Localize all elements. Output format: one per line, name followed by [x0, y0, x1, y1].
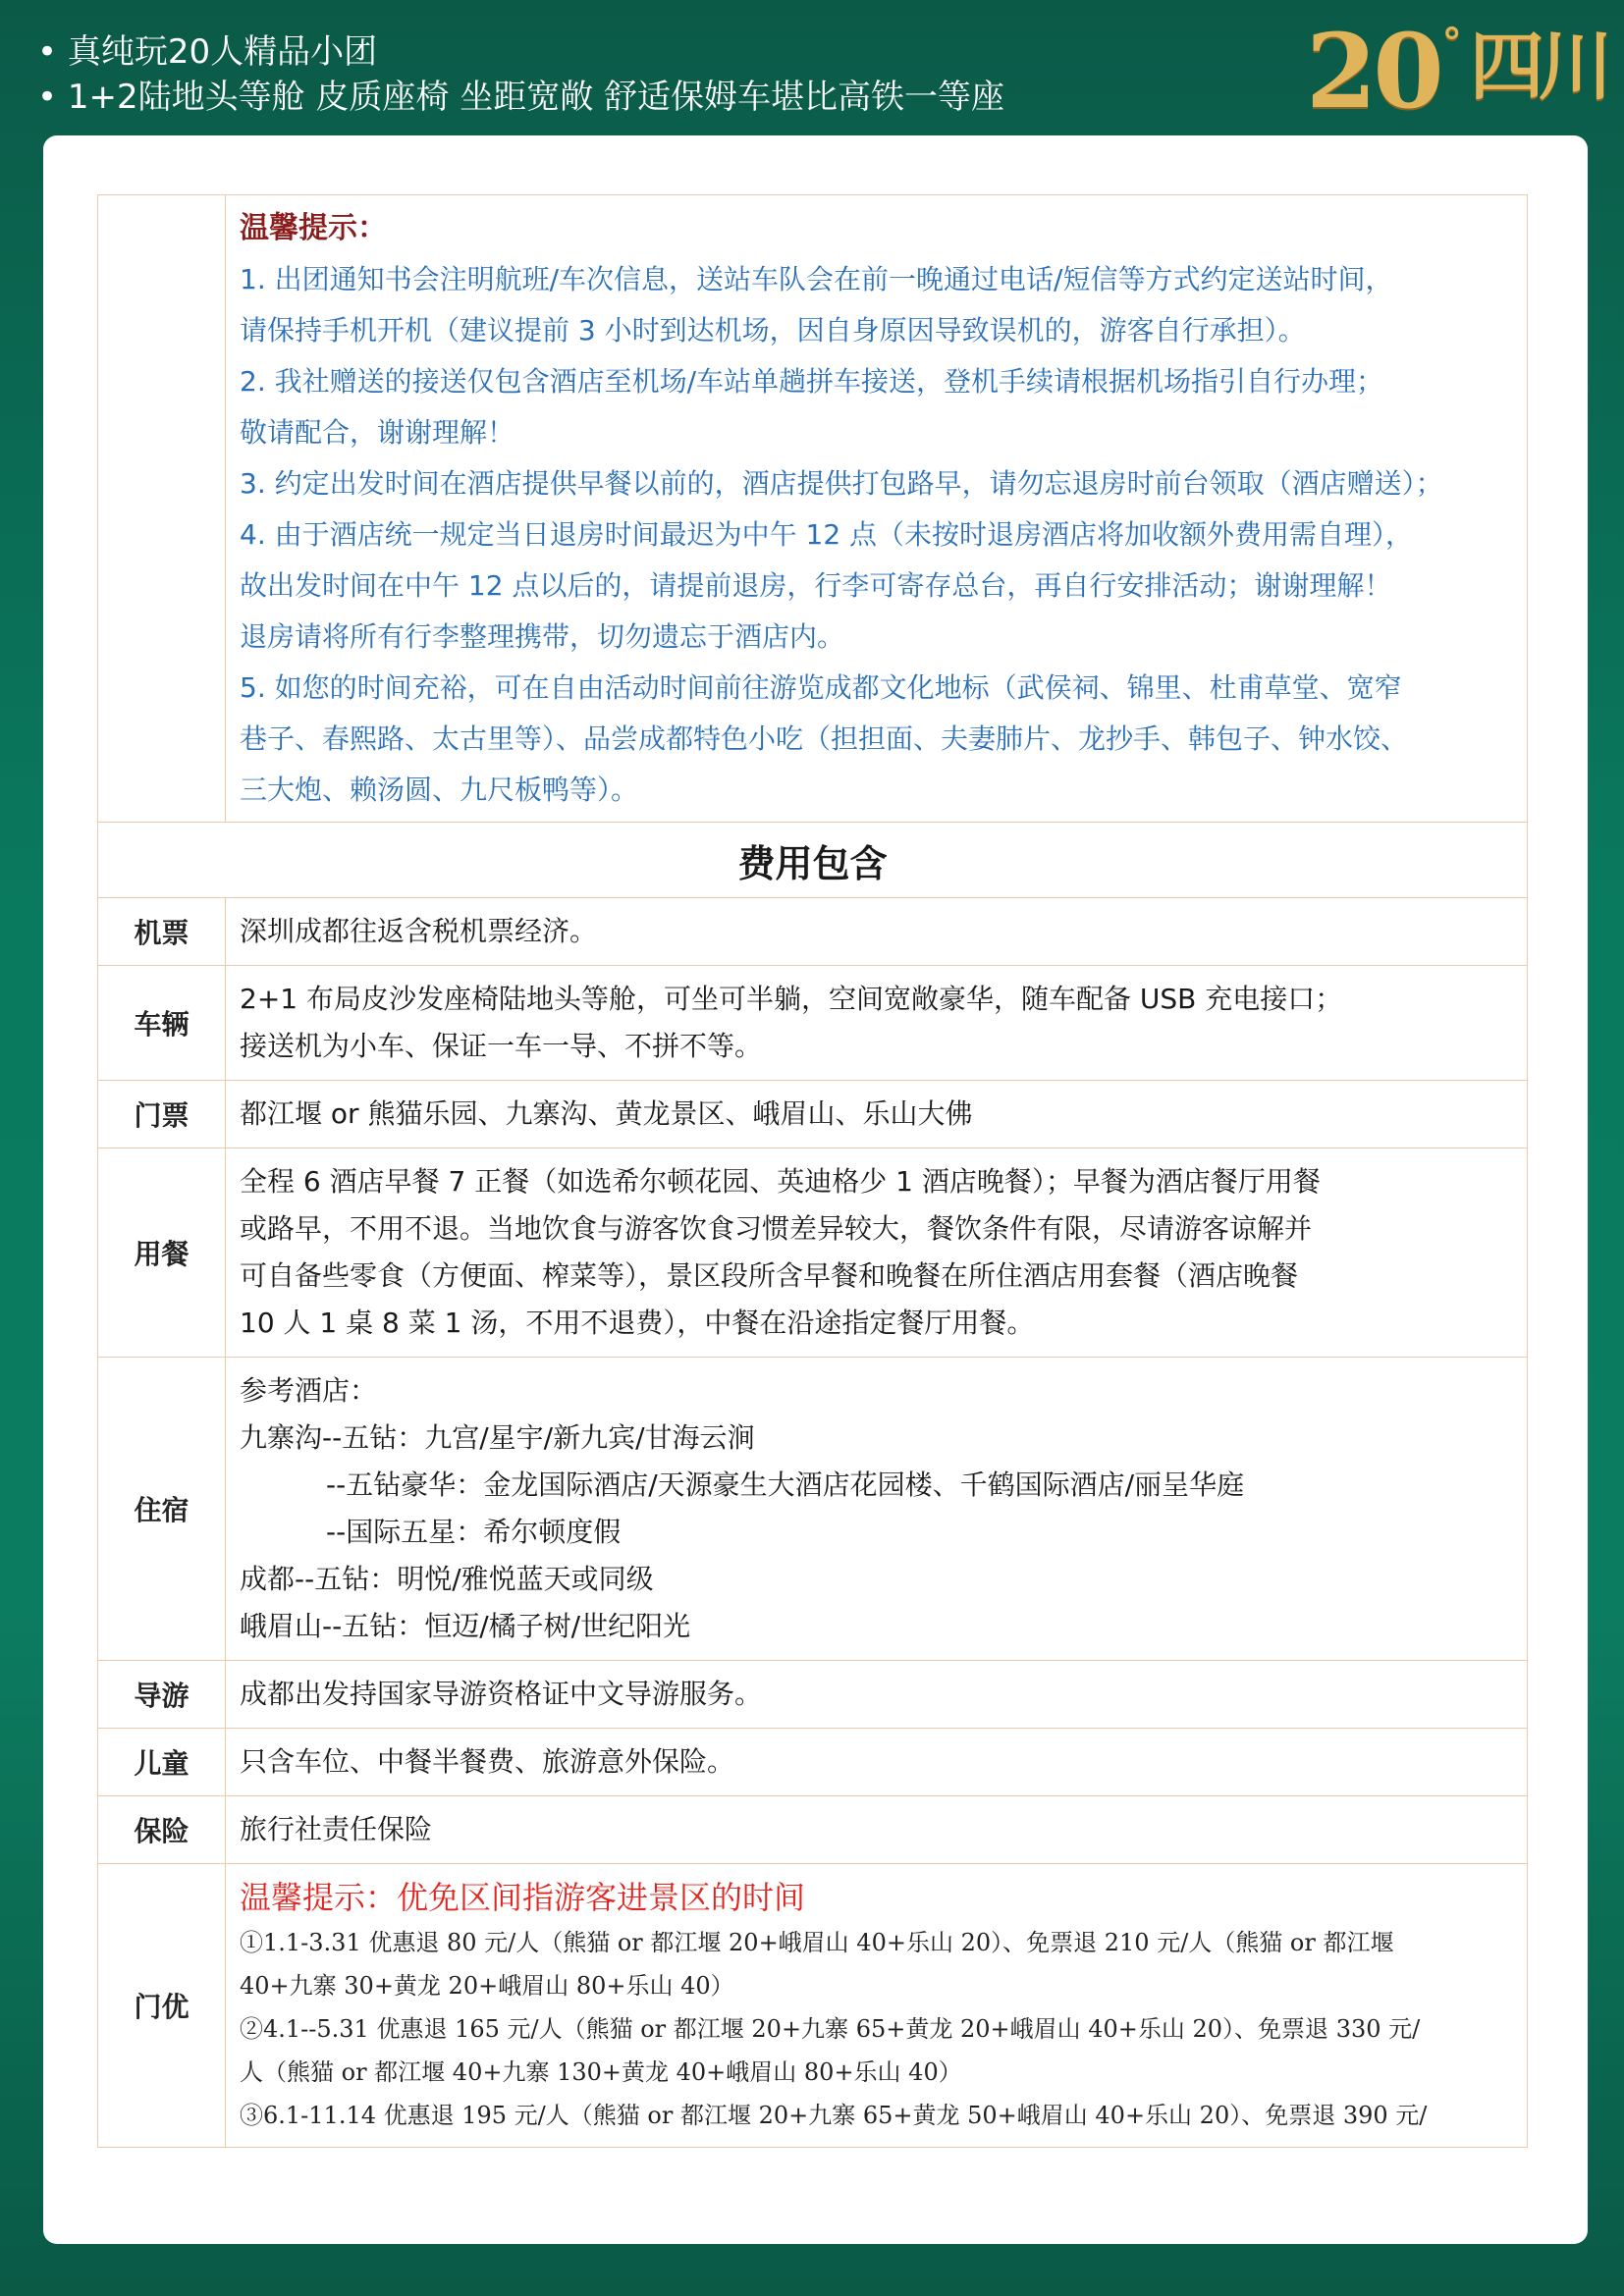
fee-value — [226, 1796, 1528, 1864]
banner-bullet: • 真纯玩20人精品小团 — [37, 32, 378, 72]
content-card — [43, 135, 1588, 2244]
fee-row-meals — [98, 1148, 1528, 1358]
fee-value — [226, 1358, 1528, 1661]
fee-line: 只含车位、中餐半餐费、旅游意外保险。 — [240, 1745, 735, 1778]
fee-label: 车辆 — [98, 966, 226, 1081]
tip-line: 故出发时间在中午 12 点以后的，请提前退房，行李可寄存总台，再自行安排活动；谢谢理解！ — [240, 569, 1392, 602]
fee-line: ②4.1--5.31 优惠退 165 元/人（熊猫 or 都江堰 20+九寨 65+黄龙 20+峨眉山 40+乐山 20）、免票退 330 元/ — [240, 2015, 1421, 2043]
fee-line: 成都--五钻：明悦/雅悦蓝天或同级 — [240, 1563, 654, 1595]
fee-line: 都江堰 or 熊猫乐园、九寨沟、黄龙景区、峨眉山、乐山大佛 — [240, 1097, 973, 1130]
brand-logo — [1306, 11, 1607, 132]
tip-line: 请保持手机开机（建议提前 3 小时到达机场，因自身原因导致误机的，游客自行承担）。 — [240, 314, 1306, 347]
fee-line: 全程 6 酒店早餐 7 正餐（如选希尔顿花园、英迪格少 1 酒店晚餐）；早餐为酒店餐厅用餐 — [240, 1165, 1321, 1198]
fee-value — [226, 1148, 1528, 1358]
banner-bullet: • 1+2陆地头等舱 皮质座椅 坐距宽敞 舒适保姆车堪比高铁一等座 — [37, 78, 1005, 117]
itinerary-table — [97, 194, 1528, 2148]
fees-header-row — [98, 823, 1528, 898]
fee-line: 可自备些零食（方便面、榨菜等），景区段所含早餐和晚餐在所住酒店用套餐（酒店晚餐 — [240, 1259, 1299, 1292]
tip-line: 退房请将所有行李整理携带，切勿遗忘于酒店内。 — [240, 620, 845, 653]
tip-line: 三大炮、赖汤圆、九尺板鸭等）。 — [240, 774, 639, 806]
fee-line: 成都出发持国家导游资格证中文导游服务。 — [240, 1678, 763, 1710]
fee-line: 九寨沟--五钻：九宫/星宇/新九宾/甘海云涧 — [240, 1421, 755, 1454]
tip-line: 2. 我社赠送的接送仅包含酒店至机场/车站单趟拼车接送，登机手续请根据机场指引自行办理； — [240, 365, 1384, 398]
fee-label: 住宿 — [98, 1358, 226, 1661]
fee-line: 人（熊猫 or 都江堰 40+九寨 130+黄龙 40+峨眉山 80+乐山 40） — [240, 2058, 962, 2086]
fee-label: 儿童 — [98, 1729, 226, 1796]
tip-line: 巷子、春熙路、太古里等）、品尝成都特色小吃（担担面、夫妻肺片、龙抄手、韩包子、钟水饺、 — [240, 722, 1409, 755]
tip-line: 3. 约定出发时间在酒店提供早餐以前的，酒店提供打包路早，请勿忘退房时前台领取（酒店赠送）； — [240, 467, 1443, 500]
fee-label: 用餐 — [98, 1148, 226, 1358]
tips-row — [98, 195, 1528, 823]
fee-label: 机票 — [98, 898, 226, 966]
fee-line: 深圳成都往返含税机票经济。 — [240, 915, 598, 947]
tip-line: 5. 如您的时间充裕，可在自由活动时间前往游览成都文化地标（武侯祠、锦里、杜甫草堂、宽窄 — [240, 671, 1402, 704]
fee-value — [226, 898, 1528, 966]
fee-line: 接送机为小车、保证一车一导、不拼不等。 — [240, 1030, 763, 1062]
tip-line: 敬请配合，谢谢理解！ — [240, 416, 515, 449]
logo-number: 20 — [1306, 11, 1440, 132]
fee-line: 峨眉山--五钻：恒迈/橘子树/世纪阳光 — [240, 1610, 691, 1642]
fee-value — [226, 1729, 1528, 1796]
fee-row-children — [98, 1729, 1528, 1796]
fee-value — [226, 1864, 1528, 2148]
fee-line: ③6.1-11.14 优惠退 195 元/人（熊猫 or 都江堰 20+九寨 65+黄龙 50+峨眉山 40+乐山 20）、免票退 390 元/ — [240, 2102, 1428, 2129]
fee-label: 门票 — [98, 1081, 226, 1148]
fee-row-insurance — [98, 1796, 1528, 1864]
fee-row-discounts — [98, 1864, 1528, 2148]
tips-cell — [226, 195, 1528, 823]
fee-value — [226, 966, 1528, 1081]
tip-line: 1. 出团通知书会注明航班/车次信息，送站车队会在前一晚通过电话/短信等方式约定送站时间， — [240, 263, 1393, 295]
fee-line: 2+1 布局皮沙发座椅陆地头等舱，可坐可半躺，空间宽敞豪华，随车配备 USB 充电接口； — [240, 983, 1343, 1015]
fee-line: 或路早，不用不退。当地饮食与游客饮食习惯差异较大，餐饮条件有限，尽请游客谅解并 — [240, 1212, 1313, 1245]
logo-degree: ° — [1441, 20, 1462, 66]
fee-row-hotels — [98, 1358, 1528, 1661]
fees-header: 费用包含 — [98, 823, 1528, 898]
fee-line: 参考酒店： — [240, 1374, 378, 1407]
fee-label: 导游 — [98, 1661, 226, 1729]
tips-title: 温馨提示： — [240, 211, 387, 245]
fee-line: 10 人 1 桌 8 菜 1 汤，不用不退费），中餐在沿途指定餐厅用餐。 — [240, 1307, 1035, 1339]
fee-label: 门优 — [98, 1864, 226, 2148]
fee-row-vehicle — [98, 966, 1528, 1081]
fee-line: --国际五星：希尔顿度假 — [326, 1516, 622, 1548]
fee-line: ①1.1-3.31 优惠退 80 元/人（熊猫 or 都江堰 20+峨眉山 40+乐山 20）、免票退 210 元/人（熊猫 or 都江堰 — [240, 1929, 1394, 1956]
tips-label-cell — [98, 195, 226, 823]
fee-row-tickets — [98, 1081, 1528, 1148]
tip-line: 4. 由于酒店统一规定当日退房时间最迟为中午 12 点（未按时退房酒店将加收额外费用需自理）， — [240, 518, 1414, 551]
fee-line: 旅行社责任保险 — [240, 1813, 433, 1845]
banner-bullets — [37, 29, 1004, 120]
logo-text: 四川 — [1469, 23, 1607, 110]
fee-value — [226, 1081, 1528, 1148]
fee-line: --五钻豪华：金龙国际酒店/天源豪生大酒店花园楼、千鹤国际酒店/丽呈华庭 — [326, 1468, 1245, 1501]
discount-tip-title: 温馨提示：优免区间指游客进景区的时间 — [240, 1879, 806, 1916]
fee-value — [226, 1661, 1528, 1729]
top-banner — [0, 0, 1624, 137]
fee-row-guide — [98, 1661, 1528, 1729]
fee-row-airfare — [98, 898, 1528, 966]
fee-label: 保险 — [98, 1796, 226, 1864]
fee-line: 40+九寨 30+黄龙 20+峨眉山 80+乐山 40） — [240, 1972, 734, 2000]
